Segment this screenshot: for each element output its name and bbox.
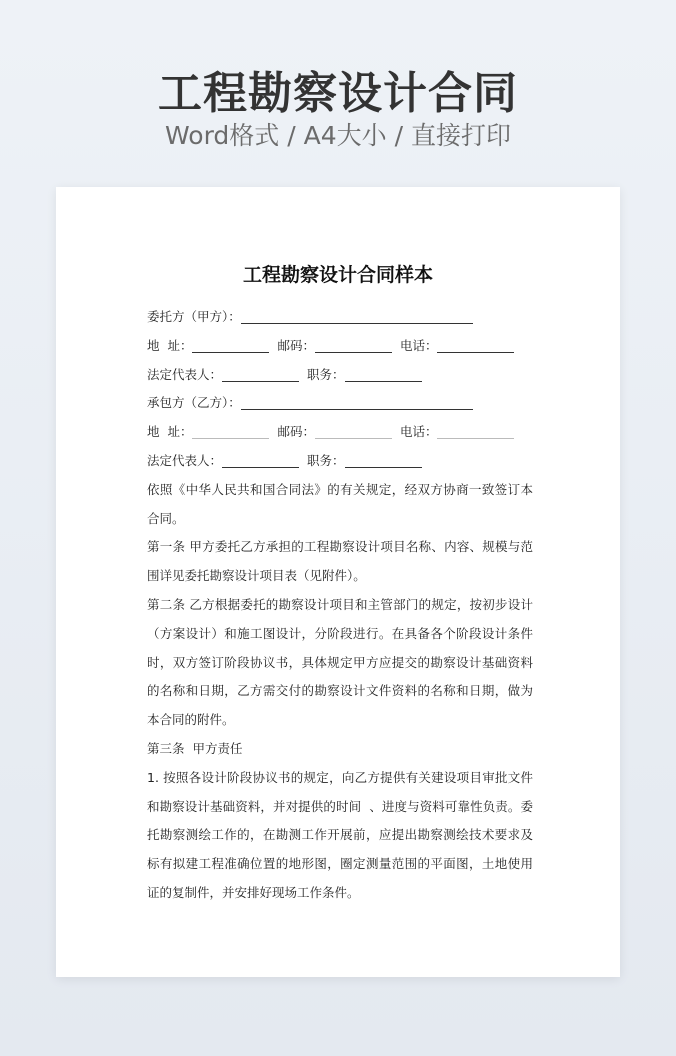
address-label: 地 址： [147, 337, 193, 353]
postcode-label: 邮码： [277, 424, 315, 440]
phone-label: 电话： [399, 424, 438, 440]
page-title: 工程勘察设计合同 [158, 68, 518, 119]
postcode-label: 邮码： [277, 337, 315, 353]
contractor-address-line [147, 418, 533, 447]
client-address-line [147, 332, 533, 361]
paragraph-article-3-heading: 第三条 甲方责任 [147, 740, 243, 756]
legal-rep-blank[interactable] [222, 451, 299, 468]
contractor-blank[interactable] [241, 393, 473, 410]
position-label: 职务： [307, 452, 345, 468]
address-blank[interactable] [192, 336, 269, 353]
document-page [56, 187, 620, 977]
paragraph-article-3-item-1: 1. 按照各设计阶段协议书的规定，向乙方提供有关建设项目审批文件和勘察设计基础资料，并对提供的时间 、进度与资料可靠性负责。委托勘察测绘工作的，在勘测工作开展前，应提出勘察测绘技术要求及标有拟建工程准确位置的地形图，圈定测量范围的平面图，土地使用证的复制件，并安排好现场工作条件。 [147, 769, 533, 900]
client-label: 委托方（甲方）： [147, 309, 241, 324]
paragraph-preamble: 依照《中华人民共和国合同法》的有关规定，经双方协商一致签订本合同。 [147, 481, 533, 526]
position-label: 职务： [307, 366, 345, 382]
contractor-line [147, 389, 533, 418]
contractor-rep-line [147, 447, 533, 476]
client-blank[interactable] [241, 307, 473, 324]
document-title: 工程勘察设计合同样本 [242, 264, 433, 286]
client-rep-line [147, 361, 533, 390]
address-blank[interactable] [192, 422, 269, 439]
contractor-label: 承包方（乙方）： [147, 395, 241, 411]
postcode-blank[interactable] [315, 336, 392, 353]
paragraph-article-1: 第一条 甲方委托乙方承担的工程勘察设计项目名称、内容、规模与范围详见委托勘察设计项目表（见附件）。 [147, 539, 533, 584]
legal-rep-label: 法定代表人： [147, 452, 223, 468]
postcode-blank[interactable] [315, 422, 392, 439]
document-body [147, 303, 533, 908]
page-subtitle: Word格式 / A4大小 / 直接打印 [165, 121, 511, 150]
phone-blank[interactable] [437, 336, 514, 353]
legal-rep-blank[interactable] [222, 365, 299, 382]
address-label: 地 址： [147, 424, 193, 440]
legal-rep-label: 法定代表人： [147, 366, 223, 382]
position-blank[interactable] [345, 451, 422, 468]
position-blank[interactable] [345, 365, 422, 382]
phone-label: 电话： [399, 337, 438, 353]
client-line [147, 303, 533, 332]
paragraph-article-2: 第二条 乙方根据委托的勘察设计项目和主管部门的规定，按初步设计（方案设计）和施工图设计，分阶段进行。在具备各个阶段设计条件时，双方签订阶段协议书，具体规定甲方应提交的勘察设计基础资料的名称和日期，乙方需交付的勘察设计文件资料的名称和日期，做为本合同的附件。 [147, 596, 533, 728]
phone-blank[interactable] [437, 422, 514, 439]
